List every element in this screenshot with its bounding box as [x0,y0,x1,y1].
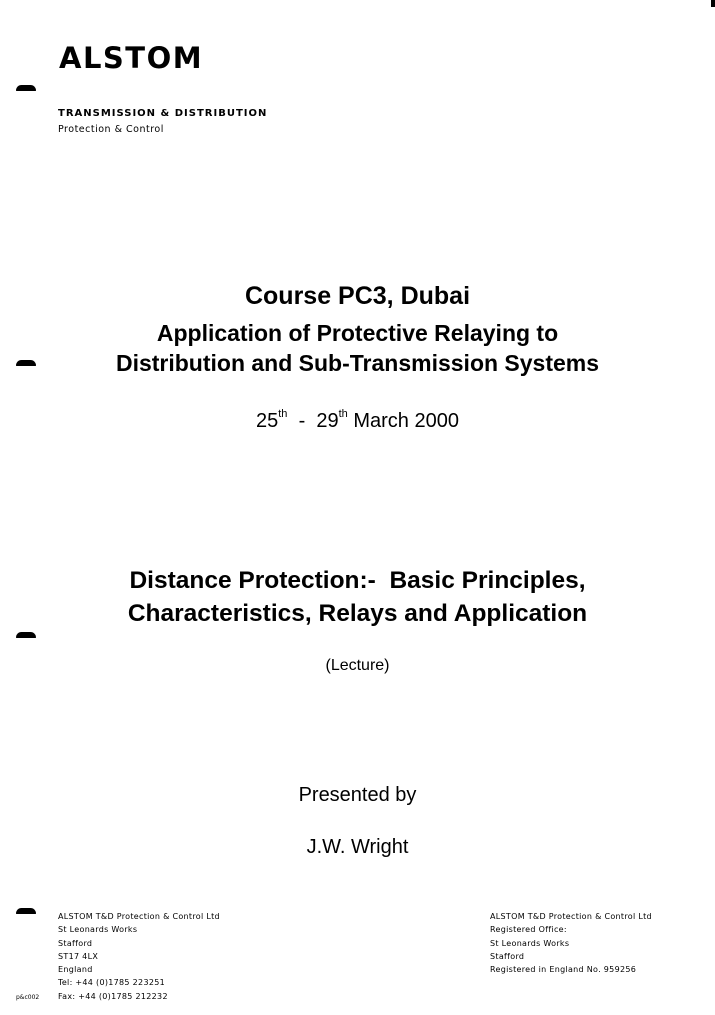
lecture-type: (Lecture) [325,657,390,674]
document-reference: p&c002 [16,994,40,1001]
date-start-suffix: th [278,408,288,420]
date-start-day: 25 [256,410,279,432]
presented-by-label: Presented by [298,784,417,806]
address-line: St Leonards Works [58,925,138,935]
address-line: St Leonards Works [490,938,570,948]
address-line: Registered in England No. 959256 [490,965,637,975]
footer-registered-office [490,910,652,976]
course-subtitle-line1: Application of Protective Relaying to [156,320,559,346]
course-title: Course PC3, Dubai [244,282,471,310]
address-line: Tel: +44 (0)1785 223251 [58,978,166,988]
presenter-name: J.W. Wright [306,836,409,858]
punch-hole-mark [16,85,36,91]
punch-hole-mark [16,908,36,914]
address-line: ALSTOM T&D Protection & Control Ltd [490,912,652,921]
company-logo: ALSTOM [59,41,204,75]
address-line: ALSTOM T&D Protection & Control Ltd [58,912,220,921]
address-line: Fax: +44 (0)1785 212232 [58,991,168,1001]
lecture-title-line1: Distance Protection:- Basic Principles, [129,567,586,594]
date-end-day: 29 [316,410,339,432]
date-month-year: March 2000 [353,410,459,432]
address-line: ST17 4LX [58,951,99,961]
date-separator: - [298,410,306,432]
subdivision-name: Protection & Control [58,124,164,135]
date-end-suffix: th [338,408,348,420]
footer-contact-address [58,910,220,1003]
address-line: Stafford [58,938,93,948]
address-line: Stafford [490,951,525,961]
punch-hole-mark [16,632,36,638]
address-line: Registered Office: [490,925,567,935]
lecture-title-line2: Characteristics, Relays and Application [127,600,588,627]
scan-corner-mark [711,0,715,7]
course-dates [0,410,715,433]
address-line: England [58,965,93,975]
course-subtitle-line2: Distribution and Sub-Transmission Systems [115,350,600,376]
division-name: TRANSMISSION & DISTRIBUTION [58,108,268,119]
